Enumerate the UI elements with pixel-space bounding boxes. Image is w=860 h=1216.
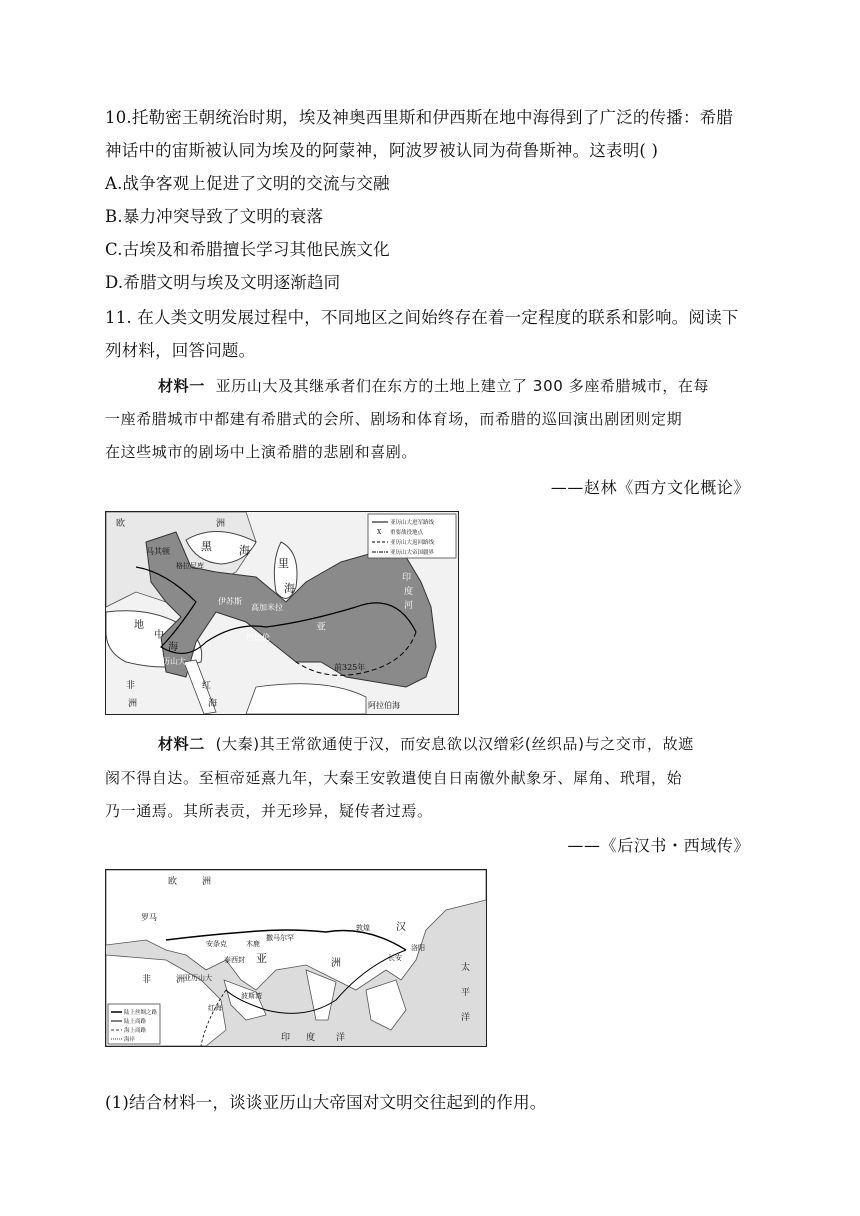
svg-text:亚: 亚 [256, 952, 267, 965]
svg-text:亚: 亚 [316, 622, 326, 633]
svg-text:黑: 黑 [201, 540, 212, 553]
svg-text:安条克: 安条克 [206, 940, 227, 948]
svg-text:陆上商路: 陆上商路 [124, 1019, 147, 1025]
svg-text:海: 海 [168, 642, 178, 653]
svg-text:印: 印 [402, 573, 412, 583]
svg-text:海: 海 [208, 699, 218, 709]
svg-text:洲: 洲 [216, 519, 226, 529]
svg-text:洲: 洲 [331, 958, 341, 969]
svg-text:洛阳: 洛阳 [411, 944, 425, 952]
q10-option-d: D.希腊文明与埃及文明逐渐趋同 [105, 273, 341, 292]
svg-text:亚历山大帝国疆界: 亚历山大帝国疆界 [390, 550, 435, 556]
svg-text:河: 河 [404, 601, 414, 611]
svg-text:波斯湾: 波斯湾 [241, 992, 262, 1000]
q10-stem-line1: 10.托勒密王朝统治时期，埃及神奥西里斯和伊西斯在地中海得到了广泛的传播：希腊 [105, 108, 734, 127]
svg-text:汉: 汉 [396, 922, 406, 933]
svg-text:海上商路: 海上商路 [124, 1028, 147, 1034]
svg-text:亚历山大进军路线: 亚历山大进军路线 [390, 520, 435, 526]
map2-label: 欧 [168, 877, 178, 887]
svg-text:地: 地 [134, 620, 144, 631]
material1-label: 材料一 [158, 377, 205, 395]
svg-text:马其顿: 马其顿 [146, 547, 170, 556]
svg-text:洲: 洲 [128, 699, 138, 709]
svg-text:洲: 洲 [202, 877, 212, 887]
svg-text:里: 里 [278, 557, 289, 570]
q11-stem-line2: 列材料，回答问题。 [105, 341, 256, 360]
svg-text:红: 红 [202, 681, 212, 691]
svg-text:阿拉伯海: 阿拉伯海 [368, 701, 400, 710]
svg-text:陆上丝绸之路: 陆上丝绸之路 [124, 1010, 158, 1016]
svg-text:重要战役地点: 重要战役地点 [390, 530, 424, 536]
silk-road-map [105, 869, 487, 1047]
svg-text:太: 太 [461, 963, 471, 973]
svg-text:印: 印 [281, 1033, 291, 1043]
material2-source: ——《后汉书・西域传》 [567, 836, 750, 855]
svg-text:巴比伦: 巴比伦 [246, 633, 270, 642]
svg-text:平: 平 [461, 988, 471, 998]
material2-line2: 阂不得自达。至桓帝延熹九年，大秦王安敦遣使自日南徼外献象牙、犀角、玳瑁，始 [105, 769, 683, 787]
map1-label: 欧 [116, 519, 126, 529]
material1-line3: 在这些城市的剧场中上演希腊的悲剧和喜剧。 [105, 443, 418, 461]
svg-text:海岸: 海岸 [124, 1037, 136, 1043]
q10-option-a: A.战争客观上促进了文明的交流与交融 [105, 174, 390, 193]
material1-source: ——赵林《西方文化概论》 [550, 478, 750, 497]
svg-text:非: 非 [142, 975, 152, 985]
material2-line3: 乃一通焉。其所表贡，并无珍异，疑传者过焉。 [105, 802, 433, 820]
svg-text:洲: 洲 [176, 975, 186, 985]
svg-text:长安: 长安 [388, 954, 402, 962]
svg-text:洋: 洋 [461, 1013, 471, 1023]
material1-line2: 一座希腊城市中都建有希腊式的会所、剧场和体育场，而希腊的巡回演出剧团则定期 [105, 410, 683, 428]
svg-text:洋: 洋 [336, 1033, 346, 1043]
svg-text:撒马尔罕: 撒马尔罕 [266, 934, 294, 942]
svg-text:罗马: 罗马 [141, 913, 157, 922]
svg-text:红海: 红海 [208, 1004, 222, 1012]
material2-label: 材料二 [158, 735, 205, 753]
svg-text:度: 度 [306, 1033, 316, 1043]
svg-text:亚历山大: 亚历山大 [184, 974, 212, 982]
svg-text:亚历山大返回路线: 亚历山大返回路线 [390, 540, 435, 546]
svg-text:泰西封: 泰西封 [224, 956, 245, 964]
svg-text:伊苏斯: 伊苏斯 [218, 597, 242, 606]
svg-text:前325年: 前325年 [334, 663, 366, 672]
svg-text:亚历山大: 亚历山大 [154, 657, 186, 666]
material1-line1: 材料一 亚历山大及其继承者们在东方的土地上建立了 300 多座希腊城市，在每 [158, 377, 710, 395]
q10-option-b: B.暴力冲突导致了文明的衰落 [105, 207, 324, 226]
svg-text:非: 非 [126, 681, 136, 691]
svg-text:木鹿: 木鹿 [246, 940, 260, 948]
alexander-empire-map [105, 511, 459, 715]
q11-stem-line1: 11. 在人类文明发展过程中，不同地区之间始终存在着一定程度的联系和影响。阅读下 [105, 308, 739, 327]
svg-text:海: 海 [239, 544, 250, 557]
q10-option-c: C.古埃及和希腊擅长学习其他民族文化 [105, 240, 390, 259]
svg-text:敦煌: 敦煌 [356, 924, 370, 932]
svg-text:度: 度 [404, 587, 414, 597]
svg-text:格拉尼库: 格拉尼库 [176, 562, 204, 570]
material2-line1: 材料二 (大秦)其王常欲通使于汉，而安息欲以汉缯彩(丝织品)与之交市，故遮 [158, 735, 694, 753]
svg-text:X: X [377, 529, 382, 536]
q10-stem-line2: 神话中的宙斯被认同为埃及的阿蒙神，阿波罗被认同为荷鲁斯神。这表明( ) [105, 141, 659, 160]
svg-text:高加米拉: 高加米拉 [251, 603, 283, 612]
q11-subquestion-1: (1)结合材料一，谈谈亚历山大帝国对文明交往起到的作用。 [105, 1093, 547, 1112]
svg-text:中: 中 [154, 630, 164, 641]
svg-text:海: 海 [284, 582, 295, 595]
